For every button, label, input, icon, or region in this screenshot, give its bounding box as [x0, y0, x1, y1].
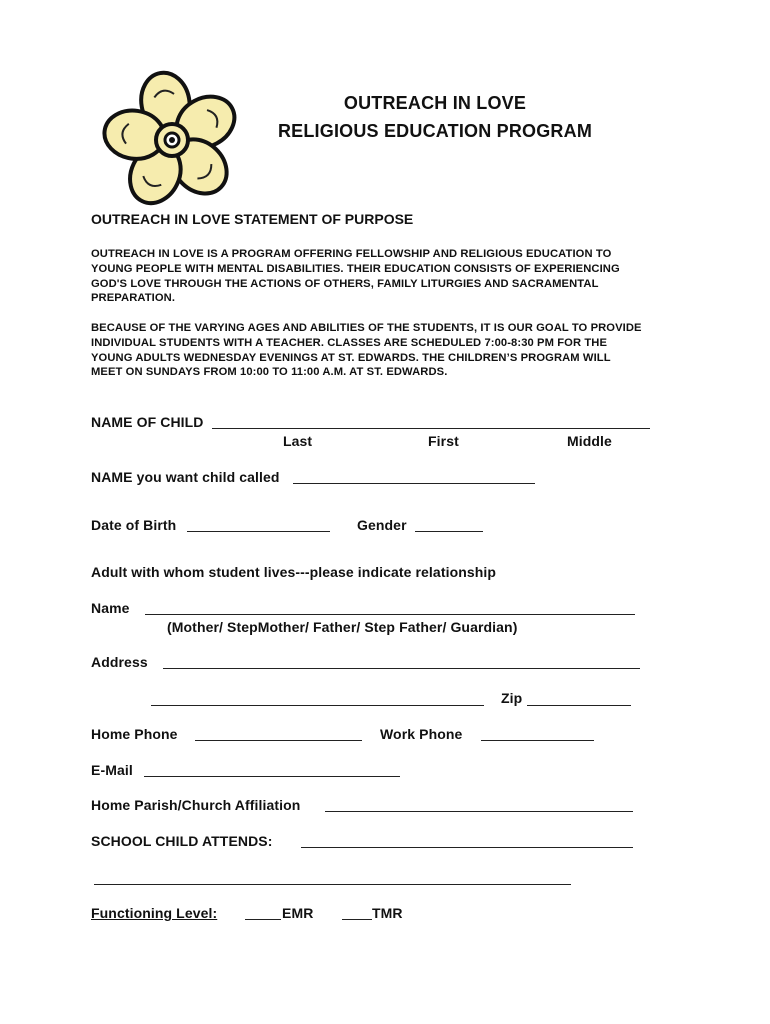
email-label: E-Mail — [91, 762, 133, 778]
middle-name-caption: Middle — [567, 433, 612, 449]
tmr-checkbox-line[interactable] — [342, 919, 372, 920]
relationship-options: (Mother/ StepMother/ Father/ Step Father/ Guardian) — [167, 619, 518, 635]
home-phone-label: Home Phone — [91, 726, 178, 742]
dob-field[interactable] — [187, 531, 330, 532]
gender-label: Gender — [357, 517, 407, 533]
email-field[interactable] — [144, 776, 400, 777]
zip-label: Zip — [501, 690, 523, 706]
purpose-paragraph-1: OUTREACH IN LOVE IS A PROGRAM OFFERING FELLOWSHIP AND RELIGIOUS EDUCATION TO YOUNG PEOPLE WITH MENTAL DISABILITIES. THEIR EDUCATION CONSISTS OF EXPERIENCING GOD'S LOVE THROUGH THE ACTIONS OF OTHERS, FAMILY LITURGIES AND SACRAMENTAL PREPARATION. — [91, 248, 620, 305]
parish-label: Home Parish/Church Affiliation — [91, 797, 301, 813]
functioning-level-label: Functioning Level: — [91, 905, 218, 921]
gender-field[interactable] — [415, 531, 483, 532]
last-name-caption: Last — [283, 433, 313, 449]
school-field-line2[interactable] — [94, 884, 571, 885]
emr-label: EMR — [282, 905, 314, 921]
zip-field[interactable] — [527, 705, 631, 706]
address-field-line2[interactable] — [151, 705, 484, 706]
name-of-child-field[interactable] — [212, 428, 650, 429]
purpose-paragraph-2: BECAUSE OF THE VARYING AGES AND ABILITIES OF THE STUDENTS, IT IS OUR GOAL TO PROVIDE INDIVIDUAL STUDENTS WITH A TEACHER. CLASSES ARE SCHEDULED 7:00-8:30 PM FOR THE YOUNG ADULTS WEDNESDAY EVENINGS AT ST. EDWARDS. THE CHILDREN’S PROGRAM WILL MEET ON SUNDAYS FROM 10:00 TO 11:00 A.M. AT ST. EDWARDS. — [91, 322, 642, 379]
guardian-name-field[interactable] — [145, 614, 635, 615]
emr-checkbox-line[interactable] — [245, 919, 281, 920]
work-phone-field[interactable] — [481, 740, 594, 741]
home-phone-field[interactable] — [195, 740, 362, 741]
school-field-line1[interactable] — [301, 847, 633, 848]
guardian-name-label: Name — [91, 600, 130, 616]
name-called-field[interactable] — [293, 483, 535, 484]
name-called-label: NAME you want child called — [91, 469, 280, 485]
page-title: OUTREACH IN LOVE — [343, 93, 527, 113]
dob-label: Date of Birth — [91, 517, 177, 533]
address-field-line1[interactable] — [163, 668, 640, 669]
purpose-heading: OUTREACH IN LOVE STATEMENT OF PURPOSE — [91, 211, 414, 227]
name-of-child-label: NAME OF CHILD — [91, 414, 204, 430]
adult-heading: Adult with whom student lives---please indicate relationship — [91, 564, 497, 580]
work-phone-label: Work Phone — [380, 726, 463, 742]
first-name-caption: First — [428, 433, 459, 449]
flower-icon — [100, 70, 245, 210]
page-subtitle: RELIGIOUS EDUCATION PROGRAM — [277, 121, 593, 141]
parish-field[interactable] — [325, 811, 633, 812]
school-label: SCHOOL CHILD ATTENDS: — [91, 833, 273, 849]
address-label: Address — [91, 654, 148, 670]
tmr-label: TMR — [372, 905, 403, 921]
